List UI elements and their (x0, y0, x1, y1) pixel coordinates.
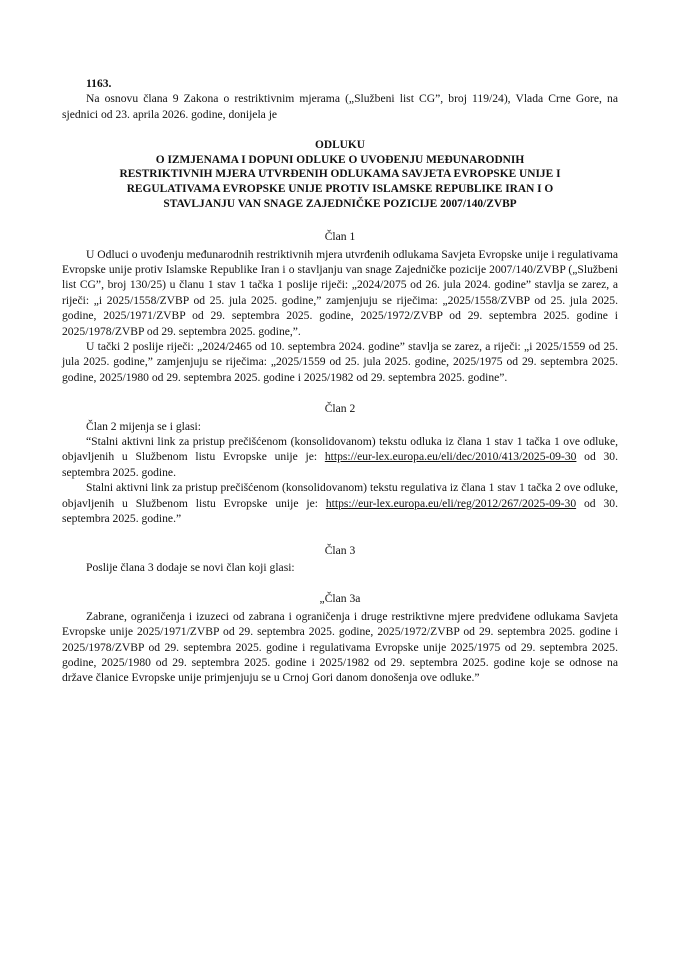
article-3-heading: Član 3 (324, 543, 356, 557)
article-2-paragraph-1 (62, 434, 618, 480)
article-2-heading: Član 2 (324, 402, 356, 416)
article-1-heading: Član 1 (324, 230, 356, 244)
article-1-paragraph-2: U tački 2 poslije riječi: „2024/2465 od 10. septembra 2024. godine” stavlja se zarez, a riječi: „i 2025/1559 od 25. jula 2025. godine,” zamjenjuju se riječima: „2025/1559 od 25. jula 2025. godine, 2025/1975 od 29. septembra 2025. godine, 2025/1980 od 29. septembra 2025. godine i 2025/1982 od 29. septembra 2025. godine”. (62, 340, 618, 384)
article-2-paragraph-2 (62, 480, 618, 526)
document-page (62, 76, 618, 686)
article-1-paragraph-1: U Odluci o uvođenju međunarodnih restriktivnih mjera utvrđenih odlukama Savjeta Evropske unije i regulativama Evropske unije protiv Islamske Republike Iran i o stavljanju van snage Zajedničke pozicije 2007/140/ZVBP („Službeni list CG”, broj 130/25) u članu 1 stav 1 tačka 1 poslije riječi: „2024/2075 od 26. jula 2024. godine” stavlja se zarez, a riječi: „i 2025/1558/ZVBP od 25. jula 2025. godine,” zamjenjuju se riječima: „2025/1558/ZVBP od 25. jula 2025. godine, 2025/1971/ZVBP od 29. septembra 2025. godine, 2025/1972/ZVBP od 29. septembra 2025. godine i 2025/1978/ZVBP od 29. septembra 2025. godine,”. (62, 247, 618, 338)
preamble: Na osnovu člana 9 Zakona o restriktivnim mjerama („Službeni list CG”, broj 119/24), Vlada Crne Gore, na sjednici od 23. aprila 2026. godine, donijela je (62, 92, 618, 121)
article-2-p2-text: Stalni aktivni link za pristup prečišćenom (konsolidovanom) tekstu regulativa iz člana 1 stav 1 tačka 2 ove odluke, objavljenih u Službenom listu Evropske unije je: (62, 481, 618, 510)
decision-title (62, 138, 618, 211)
title-line-4: REGULATIVAMA EVROPSKE UNIJE PROTIV ISLAMSKE REPUBLIKE IRAN I O (126, 183, 554, 195)
title-line-1: ODLUKU (315, 139, 365, 152)
article-3a-paragraph: Zabrane, ograničenja i izuzeci od zabrana i ograničenja i druge restriktivne mjere predviđene odlukama Savjeta Evropske unije 2025/1971/ZVBP od 29. septembra 2025. godine, 2025/1972/ZVBP od 29. septembra 2025. godine i 2025/1978/ZVBP od 29. septembra 2025. godine i regulativama Evropske unije 2025/1975 od 29. septembra 2025. godine, 2025/1980 od 29. septembra 2025. godine i 2025/1982 od 29. septembra 2025. godine koje se odnose na države članice Evropske unije primjenjuju se u Crnoj Gori danom donošenja ove odluke.” (62, 609, 618, 685)
article-2-p2-date: od 30. septembra 2025. godine.” (62, 496, 618, 526)
title-line-2: O IZMJENAMA I DOPUNI ODLUKE O UVOĐENJU MEĐUNARODNIH (155, 153, 525, 166)
article-2-p1-text: “Stalni aktivni link za pristup prečišćenom (konsolidovanom) tekstu odluka iz člana 1 stav 1 tačka 1 ove odluke, objavljenih u Službenom listu Evropske unije je: (62, 435, 618, 464)
article-3-intro: Poslije člana 3 dodaje se novi član koji glasi: (86, 560, 295, 574)
title-line-3: RESTRIKTIVNIH MJERA UTVRĐENIH ODLUKAMA SAVJETA EVROPSKE UNIJE I (119, 168, 561, 181)
title-line-5: STAVLJANJU VAN SNAGE ZAJEDNIČKE POZICIJE 2007/140/ZVBP (163, 197, 517, 210)
decision-consolidated-link[interactable]: https://eur-lex.europa.eu/eli/dec/2010/413/2025-09-30 (324, 450, 577, 464)
regulation-consolidated-link[interactable]: https://eur-lex.europa.eu/eli/reg/2012/267/2025-09-30 (325, 496, 577, 510)
decision-number: 1163. (86, 77, 112, 90)
article-3a-heading: „Član 3a (319, 592, 361, 606)
article-2-p1-date: od 30. septembra 2025. godine. (62, 450, 618, 479)
article-2-intro: Član 2 mijenja se i glasi: (86, 419, 201, 433)
